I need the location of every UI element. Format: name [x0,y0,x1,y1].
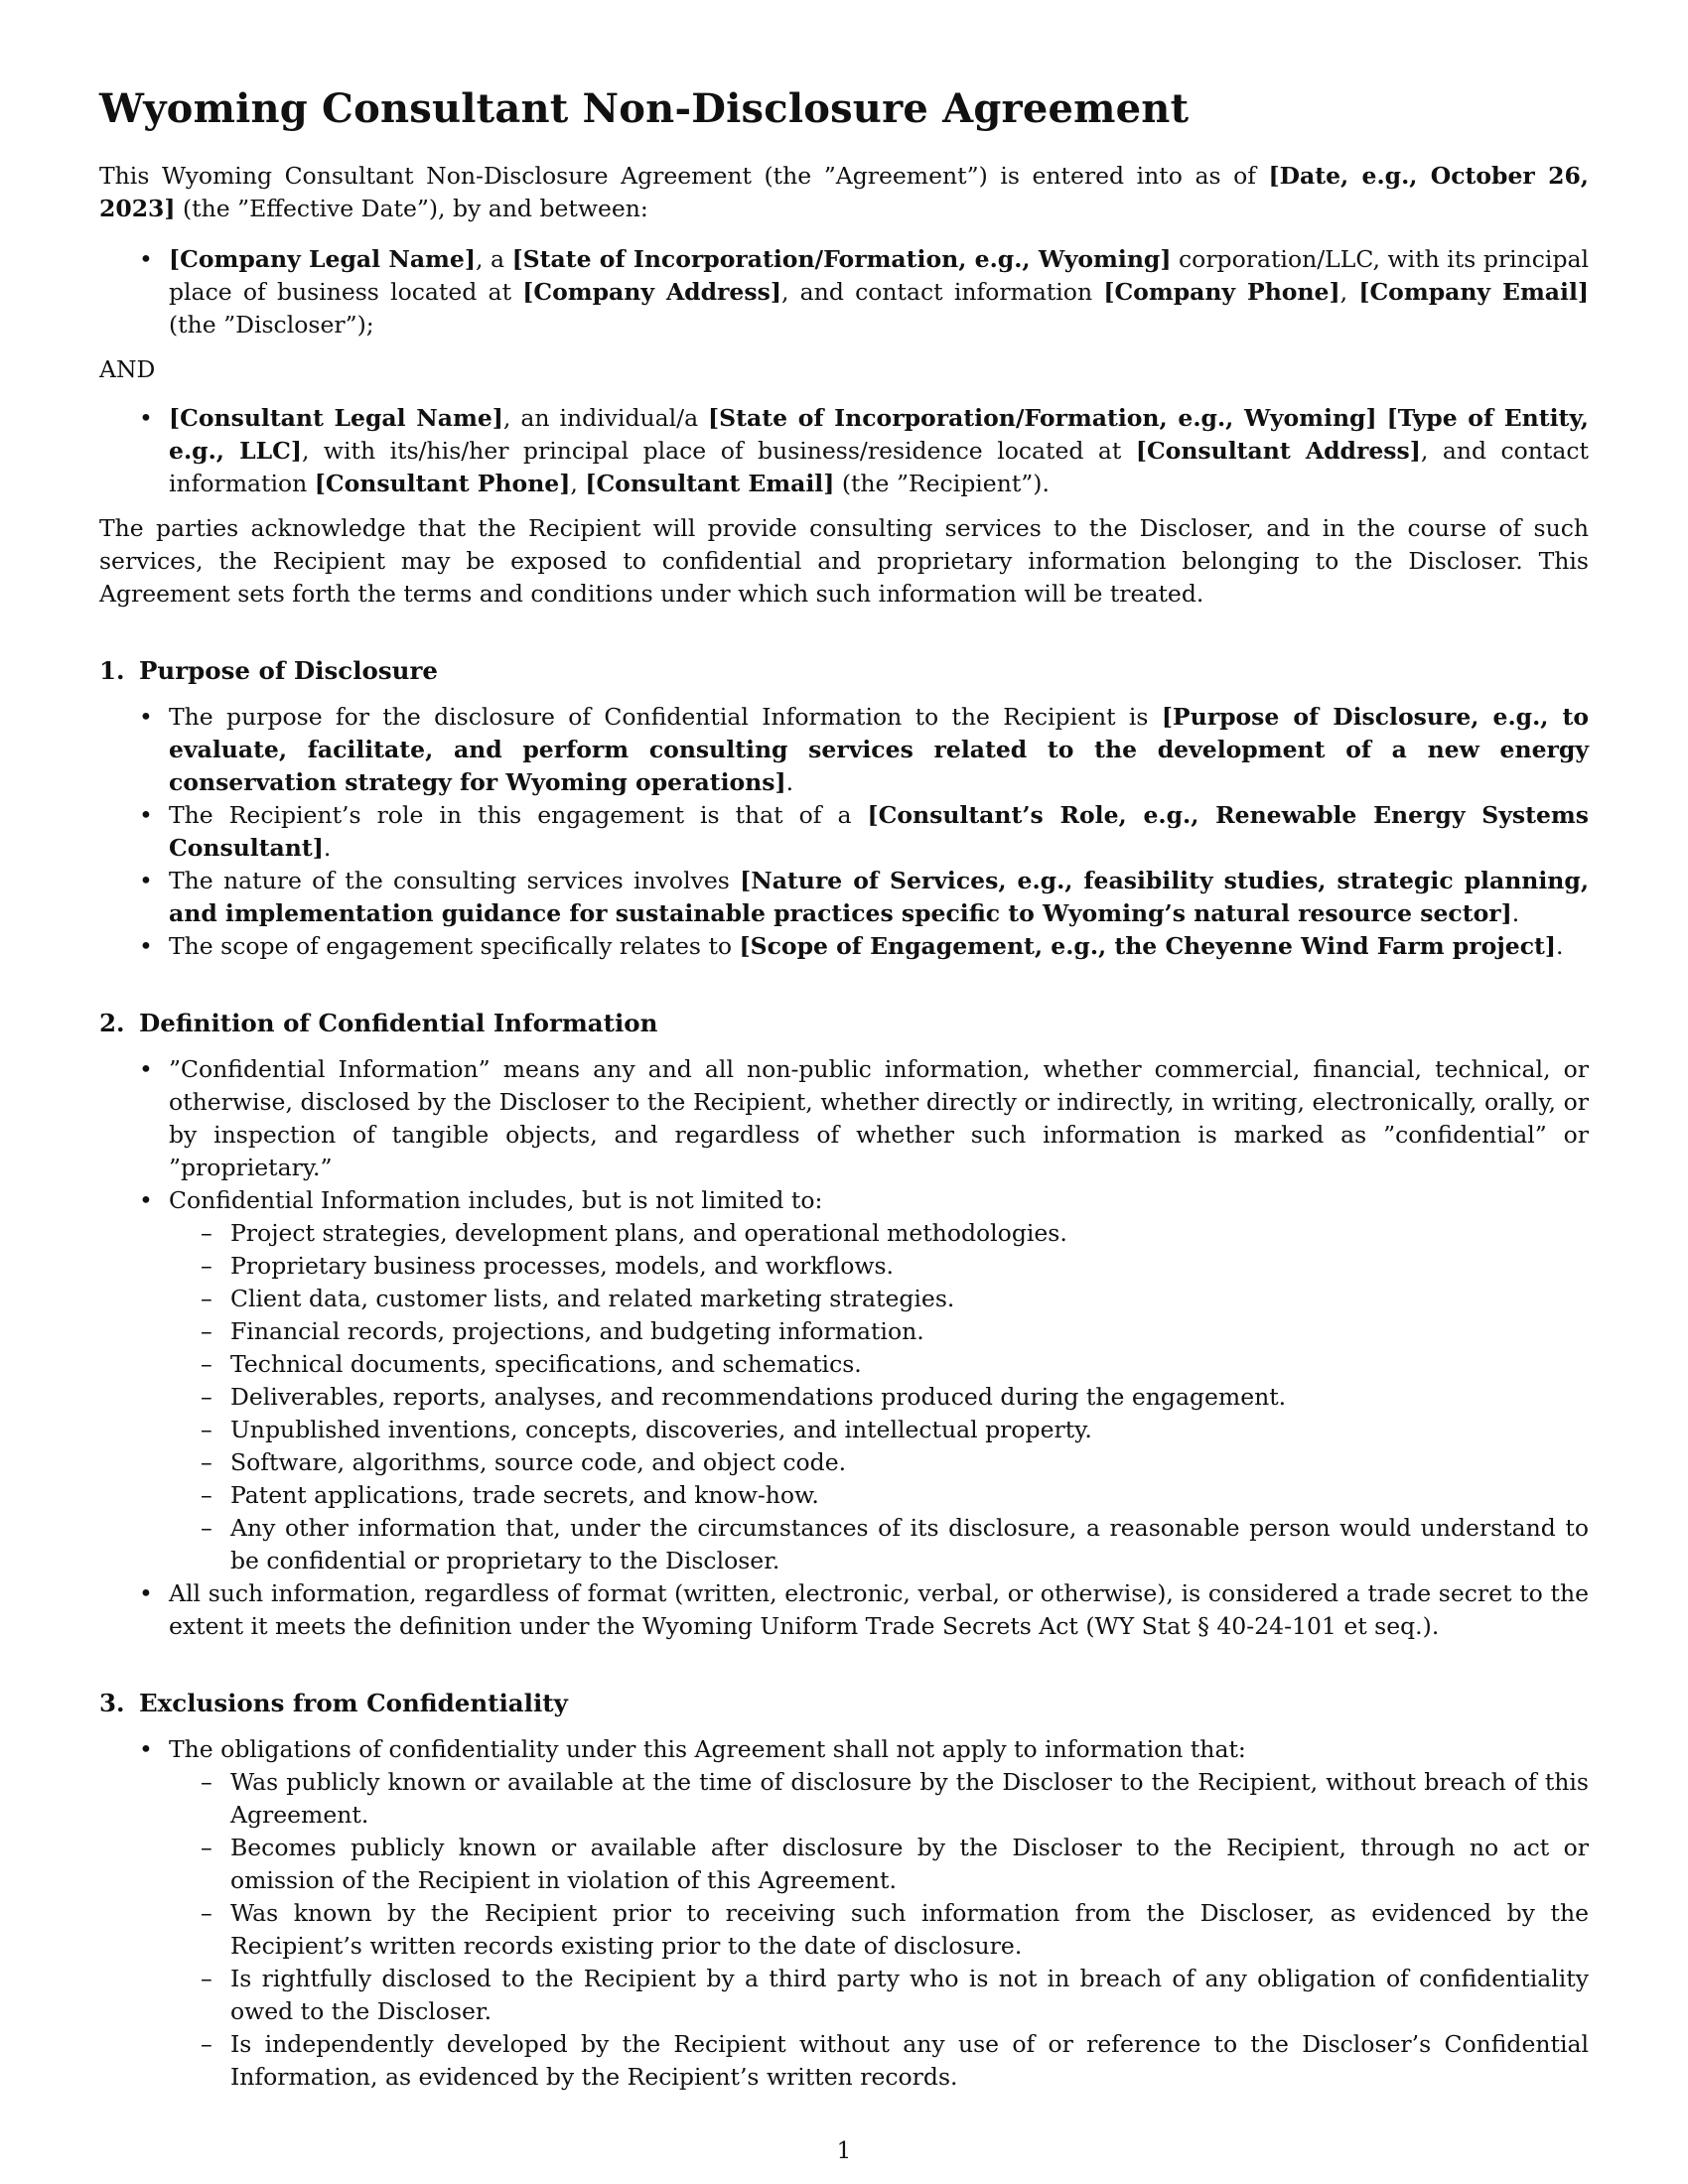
section-3-heading [99,1689,1589,1717]
list-item [99,1733,1589,2094]
sub-list-item: – Deliverables, reports, analyses, and recommendations produced during the engagement. [169,1381,1589,1414]
list-item [99,1184,1589,1577]
sub-list-item: – Patent applications, trade secrets, and know-how. [169,1479,1589,1512]
company-phone-placeholder: [Company Phone] [1103,278,1340,306]
item-text: Confidential Information includes, but is not limited to: [169,1186,823,1214]
list-item [99,930,1589,963]
company-state-placeholder: [State of Incorporation/Formation, e.g., Wyoming] [511,245,1172,273]
consultant-phone-placeholder: [Consultant Phone] [314,470,571,497]
list-item [99,865,1589,930]
sub-list-item: – Financial records, projections, and budgeting information. [169,1315,1589,1348]
sub-list-item: – Is rightfully disclosed to the Recipient by a third party who is not in breach of any obligation of confidentiality owed to the Discloser. [169,1963,1589,2028]
party-text: (the ”Discloser”); [169,311,374,339]
section-1-heading [99,656,1589,685]
intro-text: This Wyoming Consultant Non-Disclosure Agreement (the ”Agreement”) is entered into as of [99,162,1269,190]
recipient-list [99,402,1589,500]
item-text: . [1511,899,1520,927]
section-3-list [99,1733,1589,2094]
sub-list-item: – Was known by the Recipient prior to receiving such information from the Discloser, as evidenced by the Recipient’s written records existing prior to the date of disclosure. [169,1897,1589,1963]
effective-date-placeholder: [Date, e.g., October 26, 2023] [99,162,1589,222]
consultant-address-placeholder: [Consultant Address] [1135,437,1421,465]
party-text: (the ”Recipient”). [834,470,1050,497]
item-text: . [323,834,332,862]
party-text [1377,404,1387,432]
list-item [99,701,1589,799]
document-page [99,85,1589,2106]
section-1-list [99,701,1589,963]
intro-paragraph [99,160,1589,225]
company-address-placeholder: [Company Address] [522,278,781,306]
consultant-name-placeholder: [Consultant Legal Name] [169,404,503,432]
document-title: Wyoming Consultant Non-Disclosure Agreement [99,85,1190,132]
section-number: 2. [99,1009,125,1037]
party-text: , [1339,278,1359,306]
acknowledgement-paragraph: The parties acknowledge that the Recipient will provide consulting services to the Discloser, and in the course of such services, the Recipient may be exposed to confidential and proprietary information belonging to the Discloser. This Agreement sets forth the terms and conditions under which such information will be treated. [99,514,1589,608]
nature-placeholder: [Nature of Services, e.g., feasibility studies, strategic planning, and implementation guidance for sustainable practices specific to Wyoming’s natural resource sector] [169,867,1590,927]
sub-list-item: – Becomes publicly known or available after disclosure by the Discloser to the Recipient, through no act or omission of the Recipient in violation of this Agreement. [169,1832,1589,1897]
item-text: The scope of engagement specifically relates to [169,932,740,960]
discloser-list [99,243,1589,341]
list-item: • All such information, regardless of format (written, electronic, verbal, or otherwise), is considered a trade secret to the extent it meets the definition under the Wyoming Uniform Trade Secrets Act (WY Stat § 40-24-101 et seq.). [99,1577,1589,1643]
purpose-placeholder: [Purpose of Disclosure, e.g., to evaluate, facilitate, and perform consulting services related to the development of a new energy conservation strategy for Wyoming operations] [169,703,1589,796]
item-text: The nature of the consulting services involves [169,867,741,894]
section-title: Exclusions from Confidentiality [139,1689,568,1717]
exclusions-list [169,1766,1589,2094]
sub-list-item: – Unpublished inventions, concepts, discoveries, and intellectual property. [169,1414,1589,1446]
item-text: . [1555,932,1564,960]
section-title: Definition of Confidential Information [139,1009,658,1037]
confidential-items-list [169,1217,1589,1577]
section-number: 3. [99,1689,125,1717]
item-text: The purpose for the disclosure of Confidential Information to the Recipient is [169,703,1162,731]
sub-list-item: – Software, algorithms, source code, and object code. [169,1446,1589,1479]
party-text: , and contact information [780,278,1104,306]
party-text: , an individual/a [502,404,709,432]
party-text: corporation/LLC, with its principal place of business located at [169,245,1590,306]
consultant-email-placeholder: [Consultant Email] [585,470,835,497]
company-email-placeholder: [Company Email] [1358,278,1590,306]
sub-list-item: – Proprietary business processes, models, and workflows. [169,1250,1589,1283]
item-text: . [785,768,794,796]
discloser-party [99,243,1589,341]
page-number: 1 [836,2138,852,2164]
company-name-placeholder: [Company Legal Name] [169,245,476,273]
party-text: , with its/his/her principal place of business/residence located at [301,437,1136,465]
list-item: • ”Confidential Information” means any and all non-public information, whether commercial, financial, technical, or otherwise, disclosed by the Discloser to the Recipient, whether directly or indirectly, in writing, electronically, orally, or by inspection of tangible objects, and regardless of whether such information is marked as ”confidential” or ”proprietary.” [99,1053,1589,1184]
section-title: Purpose of Disclosure [139,656,438,685]
and-separator: AND [99,355,156,383]
sub-list-item: – Project strategies, development plans, and operational methodologies. [169,1217,1589,1250]
section-2-list [99,1053,1589,1643]
consultant-state-placeholder: [State of Incorporation/Formation, e.g., Wyoming] [708,404,1377,432]
section-2-heading [99,1009,1589,1037]
party-text: , and contact information [169,437,1589,497]
party-text: , [570,470,586,497]
sub-list-item: – Is independently developed by the Recipient without any use of or reference to the Discloser’s Confidential Information, as evidenced by the Recipient’s written records. [169,2028,1589,2094]
role-placeholder: [Consultant’s Role, e.g., Renewable Energy Systems Consultant] [169,801,1589,862]
party-text: , a [475,245,512,273]
sub-list-item: – Technical documents, specifications, and schematics. [169,1348,1589,1381]
consultant-entity-placeholder: [Type of Entity, e.g., LLC] [169,404,1589,465]
sub-list-item: – Was publicly known or available at the time of disclosure by the Discloser to the Recipient, without breach of this Agreement. [169,1766,1589,1832]
sub-list-item: – Client data, customer lists, and related marketing strategies. [169,1283,1589,1315]
item-text: The obligations of confidentiality under this Agreement shall not apply to information that: [169,1735,1246,1763]
section-number: 1. [99,656,125,685]
sub-list-item: – Any other information that, under the circumstances of its disclosure, a reasonable person would understand to be confidential or proprietary to the Discloser. [169,1512,1589,1577]
recipient-party [99,402,1589,500]
scope-placeholder: [Scope of Engagement, e.g., the Cheyenne Wind Farm project] [739,932,1556,960]
list-item [99,799,1589,865]
intro-text-end: (the ”Effective Date”), by and between: [175,195,648,222]
item-text: The Recipient’s role in this engagement is that of a [169,801,868,829]
